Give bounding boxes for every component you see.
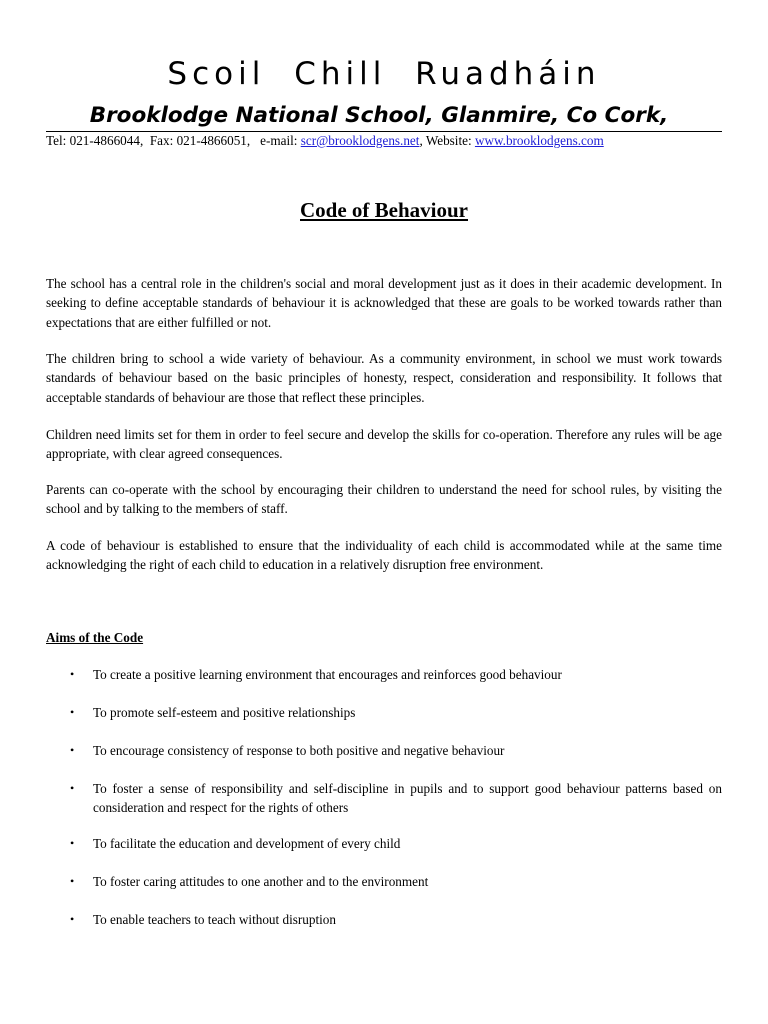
bullet-icon: •	[70, 874, 75, 888]
paragraph-intro: The school has a central role in the children's social and moral development just as it does in their academic development. In seeking to define acceptable standards of behaviour it is acknowledged that these are goals to be worked towards rather than expectations that are either fulfilled or not.	[46, 276, 722, 330]
aim-text: To enable teachers to teach without disruption	[93, 912, 336, 927]
bullet-icon: •	[70, 743, 75, 757]
bullet-icon: •	[70, 912, 75, 926]
bullet-icon: •	[70, 667, 75, 681]
bullet-icon: •	[70, 705, 75, 719]
aims-heading: Aims of the Code	[46, 630, 144, 645]
paragraph-limits: Children need limits set for them in order to feel secure and develop the skills for co-operation. Therefore any rules will be age appropriate, with clear agreed consequences.	[46, 427, 722, 462]
paragraph-parents: Parents can co-operate with the school by encouraging their children to understand the need for school rules, by visiting the school and by talking to the members of staff.	[46, 482, 722, 517]
paragraph-purpose: A code of behaviour is established to ensure that the individuality of each child is accommodated while at the same time acknowledging the right of each child to education in a relatively disruption free environment.	[46, 538, 722, 573]
school-name: Brooklodge National School, Glanmire, Co Cork,	[89, 103, 669, 128]
aim-text: To create a positive learning environment that encourages and reinforces good behaviour	[93, 667, 562, 682]
website-link[interactable]: www.brooklodgens.com	[474, 133, 604, 148]
website-label: , Website:	[419, 133, 475, 148]
bullet-icon: •	[70, 781, 75, 795]
aim-text: To facilitate the education and development of every child	[93, 836, 401, 851]
school-irish-name: Scoil Chill Ruadháin	[167, 56, 601, 92]
aim-text: To promote self-esteem and positive relationships	[93, 705, 356, 720]
contact-line	[46, 132, 726, 150]
aim-text: To foster caring attitudes to one another and to the environment	[93, 874, 429, 889]
aim-text: To encourage consistency of response to both positive and negative behaviour	[93, 743, 505, 758]
document-title: Code of Behaviour	[300, 198, 468, 222]
bullet-icon: •	[70, 836, 75, 850]
contact-phone-fax: Tel: 021-4866044, Fax: 021-4866051, e-mail:	[46, 133, 301, 148]
paragraph-principles: The children bring to school a wide variety of behaviour. As a community environment, in school we must work towards standards of behaviour based on the basic principles of honesty, respect, consideration and responsibility. It follows that acceptable standards of behaviour are those that reflect these principles.	[46, 351, 722, 405]
email-link[interactable]: scr@brooklodgens.net	[300, 133, 420, 148]
aim-text: To foster a sense of responsibility and self-discipline in pupils and to support good behaviour patterns based on consideration and respect for the rights of others	[93, 781, 722, 816]
